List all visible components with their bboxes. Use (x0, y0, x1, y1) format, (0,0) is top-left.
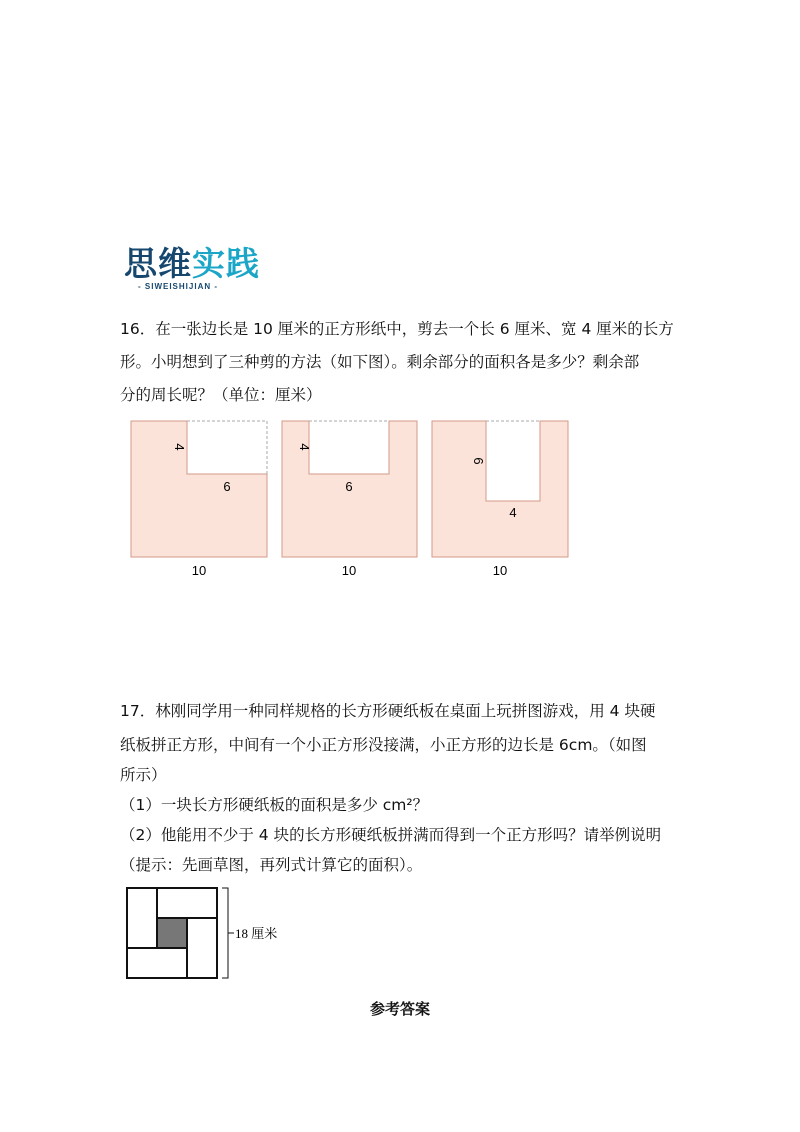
center-small-square (157, 918, 187, 948)
question-17 (120, 700, 661, 884)
q16-line-2: 形。小明想到了三种剪的方法（如下图）。剩余部分的面积各是多少？剩余部 (120, 353, 640, 371)
square-side-label: 10 (191, 563, 207, 578)
square-side-label: 10 (341, 563, 357, 578)
q17-line-3: 所示） (120, 766, 167, 784)
cut-side-label: 6 (471, 457, 486, 465)
answer-section-title: 参考答案 (369, 1000, 430, 1018)
dimension-bracket (222, 888, 228, 978)
cut-width-label: 6 (345, 479, 353, 494)
brand-logo (124, 245, 274, 297)
logo-subtitle: - SIWEISHIJIAN - (138, 282, 219, 291)
q17-figure (120, 882, 320, 982)
cut-width-label: 4 (509, 505, 517, 520)
cut-side-label: 4 (297, 443, 312, 451)
q16-line-3: 分的周长呢？（单位：厘米） (120, 386, 322, 404)
q17-line-1: 17．林刚同学用一种同样规格的长方形硬纸板在桌面上玩拼图游戏，用 4 块硬 (120, 702, 656, 720)
q17-sub-question-2: （2）他能用不少于 4 块的长方形硬纸板拼满而得到一个正方形吗？请举例说明 (120, 826, 662, 844)
q16-figures (120, 415, 580, 585)
q16-line-1: 16．在一张边长是 10 厘米的正方形纸中，剪去一个长 6 厘米、宽 4 厘米的长方 (120, 320, 674, 338)
dimension-label: 18 厘米 (235, 926, 278, 941)
q17-sub-question-1: （1）一块长方形硬纸板的面积是多少 cm²？ (120, 796, 429, 814)
q17-hint: （提示：先画草图，再列式计算它的面积）。 (120, 856, 423, 874)
cut-width-label: 6 (223, 479, 231, 494)
remaining-shape (432, 421, 568, 557)
square-side-label: 10 (492, 563, 508, 578)
cut-side-label: 4 (172, 443, 187, 451)
remaining-shape (131, 421, 267, 557)
q16-figure-3 (432, 421, 568, 578)
question-16 (120, 318, 674, 417)
q16-figure-1 (131, 421, 267, 578)
logo-text-part2: 实践 (192, 244, 260, 283)
cut-outline (187, 421, 267, 474)
q17-line-2: 纸板拼正方形，中间有一个小正方形没接满，小正方形的边长是 6cm。（如图 (120, 736, 647, 754)
logo-text-part1: 思维 (124, 244, 192, 283)
q16-figure-2 (282, 421, 417, 578)
